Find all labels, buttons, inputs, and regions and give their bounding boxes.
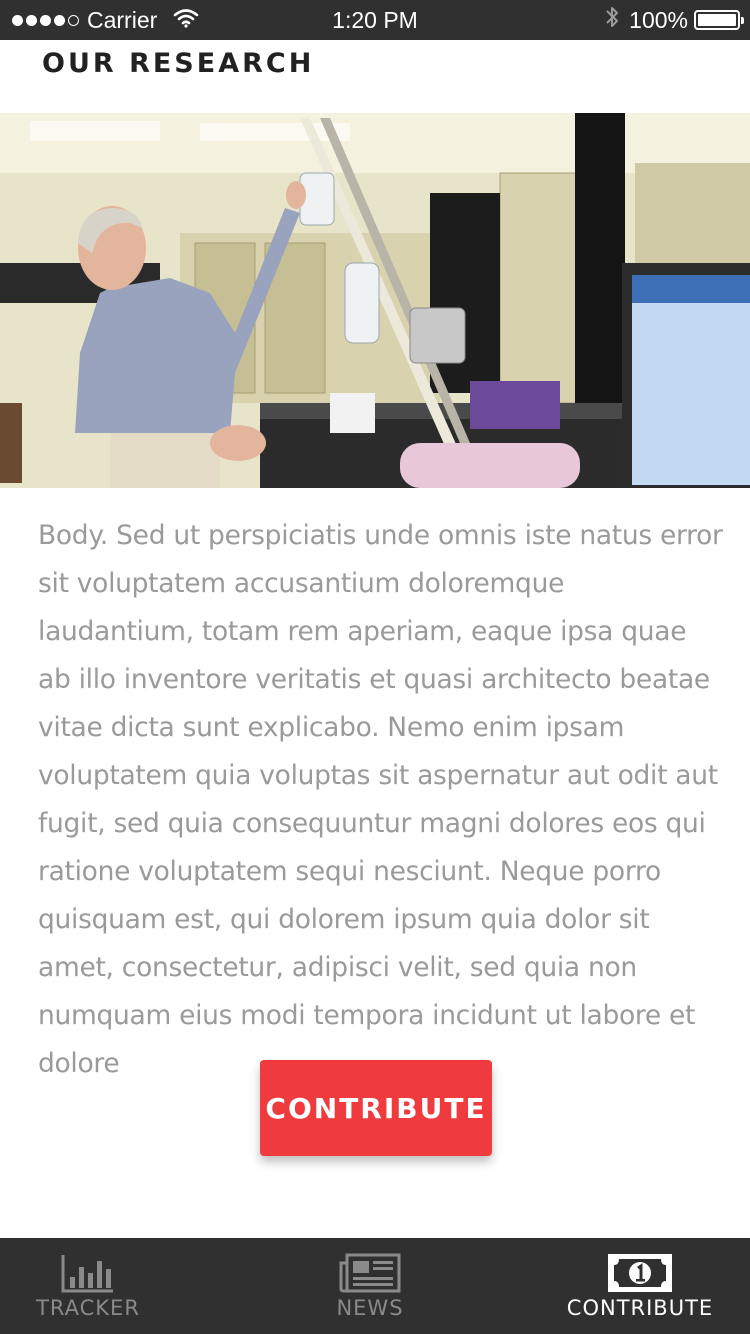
tab-contribute[interactable] — [560, 1238, 720, 1334]
tab-news-label: NEWS — [336, 1296, 404, 1320]
tab-contribute-label: CONTRIBUTE — [566, 1296, 714, 1320]
body-text: Body. Sed ut perspiciatis unde omnis iste natus error sit voluptatem accusantium doloremque laudantium, totam rem aperiam, eaque ipsa quae ab illo inventore veritatis et quasi architecto beatae vitae dicta sunt explicabo. Nemo enim ipsam voluptatem quia voluptas sit aspernatur aut odit aut fugit, sed quia consequuntur magni dolores eos qui ratione voluptatem sequi nesciunt. Neque porro quisquam est, qui dolorem ipsum quia dolor sit amet, consectetur, adipisci velit, sed quia non numquam eius modi tempora incidunt ut labore et dolore — [38, 520, 723, 1079]
contribute-button[interactable]: CONTRIBUTE — [260, 1060, 492, 1156]
page-title: OUR RESEARCH — [42, 48, 315, 79]
tab-news[interactable] — [302, 1238, 438, 1334]
tab-tracker[interactable] — [20, 1238, 156, 1334]
bar-chart-icon — [61, 1252, 115, 1294]
tab-tracker-label: TRACKER — [36, 1296, 140, 1320]
bluetooth-icon — [605, 5, 619, 35]
lab-researcher-photo — [0, 113, 750, 488]
tab-bar — [0, 1238, 750, 1334]
status-right — [605, 6, 740, 34]
clock: 1:20 PM — [332, 7, 418, 33]
newspaper-icon — [339, 1252, 401, 1294]
status-bar — [0, 0, 750, 40]
money-icon — [607, 1252, 673, 1294]
battery-icon — [694, 10, 740, 30]
battery-percent: 100% — [629, 6, 688, 33]
carrier-name: Carrier — [87, 6, 158, 33]
hero-image — [0, 113, 750, 488]
